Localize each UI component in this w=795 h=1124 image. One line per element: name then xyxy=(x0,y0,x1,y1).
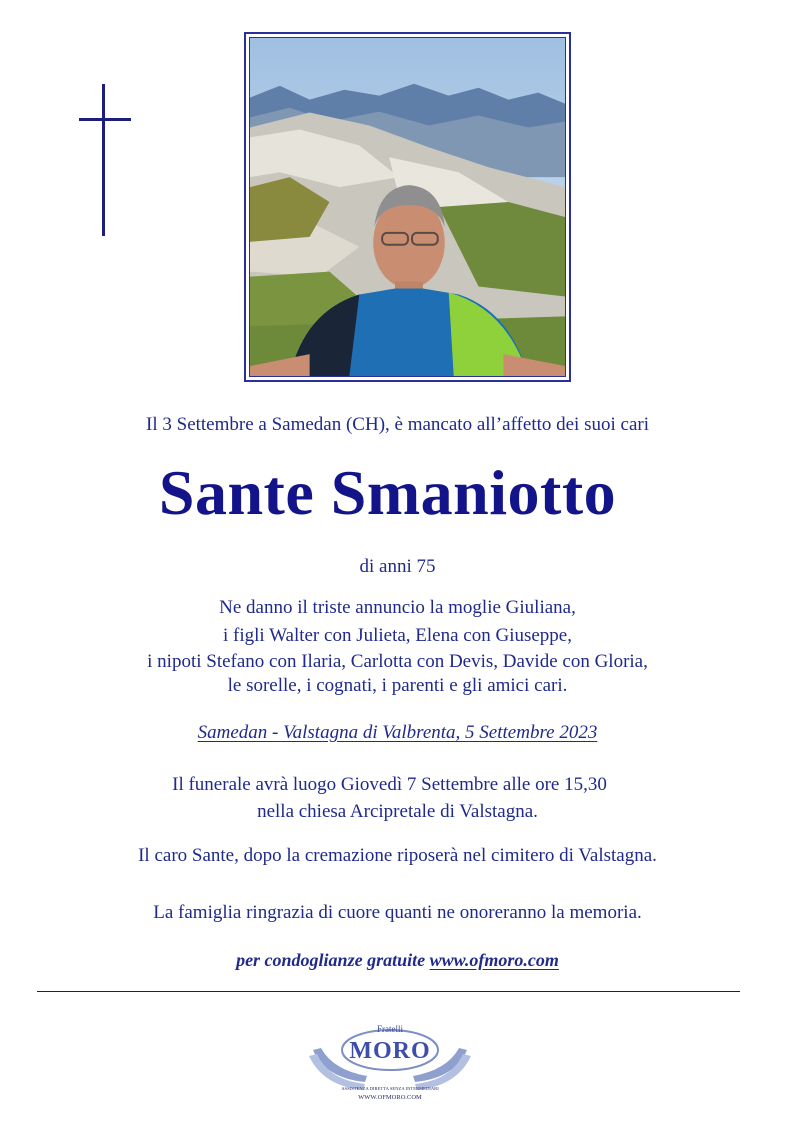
announcement-line: le sorelle, i cognati, i parenti e gli amici cari. xyxy=(227,675,568,696)
announcement-line: Ne danno il triste annuncio la moglie Giuliana, xyxy=(219,597,576,618)
divider xyxy=(37,991,740,992)
cross-icon xyxy=(79,84,131,236)
thanks-text: La famiglia ringrazia di cuore quanti ne onoreranno la memoria. xyxy=(153,902,642,923)
portrait-image xyxy=(250,38,565,376)
condolences-link[interactable]: www.ofmoro.com xyxy=(429,950,559,970)
funeral-line: nella chiesa Arcipretale di Valstagna. xyxy=(257,801,538,822)
funeral-home-logo xyxy=(305,1020,475,1105)
place-date-text: Samedan - Valstagna di Valbrenta, 5 Settembre 2023 xyxy=(197,722,598,743)
logo-main-text: MORO xyxy=(349,1038,431,1064)
logo-top-text: Fratelli xyxy=(377,1024,403,1034)
cremation-text: Il caro Sante, dopo la cremazione riposerà nel cimitero di Valstagna. xyxy=(138,845,657,866)
logo-url: WWW.OFMORO.COM xyxy=(358,1094,422,1101)
logo-tagline: ASSISTENZA DIRETTA SENZA INTERMEDIARI xyxy=(341,1086,439,1091)
announcement-line: i nipoti Stefano con Ilaria, Carlotta con Devis, Davide con Gloria, xyxy=(147,651,648,672)
portrait-photo xyxy=(244,32,571,382)
place-date xyxy=(0,722,795,744)
deceased-name: Sante Smaniotto xyxy=(158,457,617,528)
intro-text: Il 3 Settembre a Samedan (CH), è mancato all’affetto dei suoi cari xyxy=(146,414,649,435)
condolences-line xyxy=(0,950,795,971)
condolences-label: per condoglianze gratuite xyxy=(236,950,426,970)
funeral-line: Il funerale avrà luogo Giovedì 7 Settembre alle ore 15,30 xyxy=(172,774,607,795)
announcement-line: i figli Walter con Julieta, Elena con Giuseppe, xyxy=(223,625,572,646)
logo-mark xyxy=(305,1020,475,1105)
age-text: di anni 75 xyxy=(359,556,436,577)
